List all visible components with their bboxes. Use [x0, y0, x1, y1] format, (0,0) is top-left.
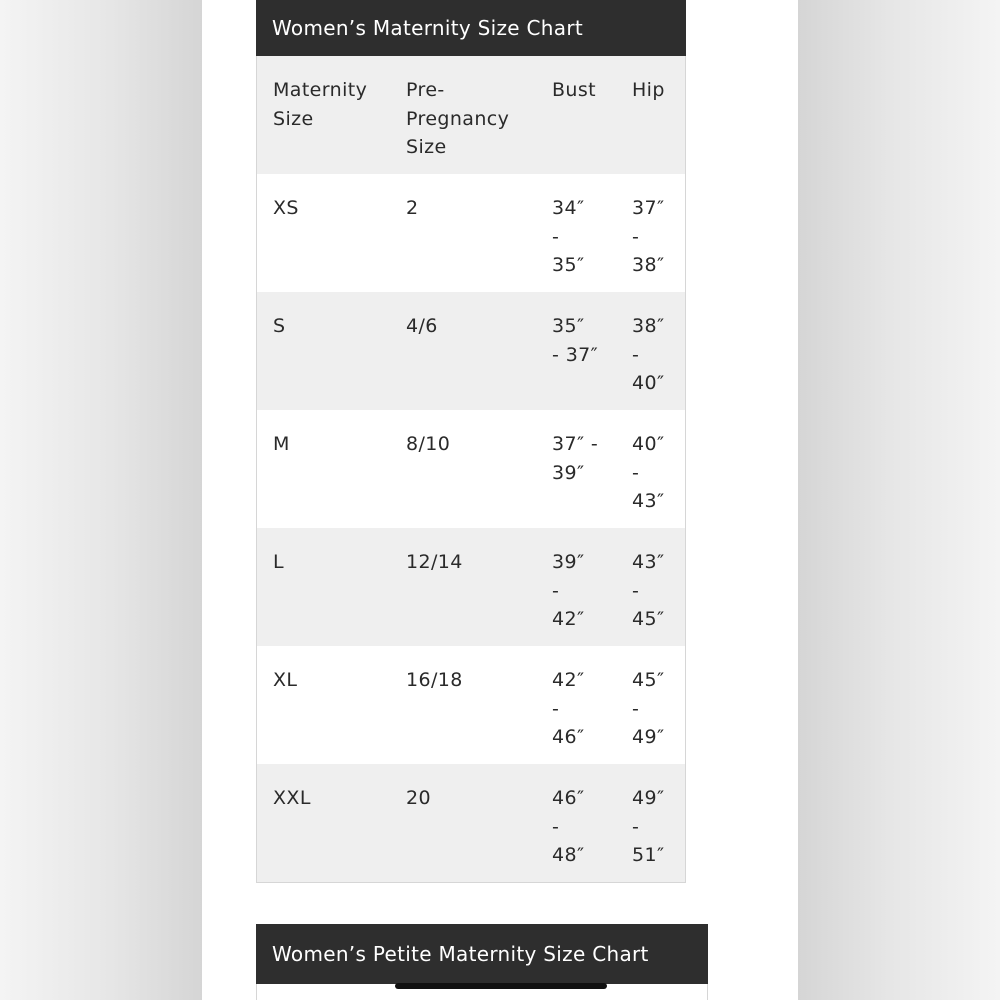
cell-pre-pregnancy-size: 2: [406, 197, 419, 219]
cell-bust: 42″ - 46″: [552, 669, 585, 748]
maternity-size-table: [256, 0, 686, 883]
cell-maternity-size: S: [273, 315, 286, 337]
cell-maternity-size: XL: [273, 669, 298, 691]
table-row: [257, 410, 685, 528]
cell-bust: 46″ - 48″: [552, 787, 585, 866]
cell-maternity-size: XS: [273, 197, 299, 219]
cell-pre-pregnancy-size: 16/18: [406, 669, 463, 691]
cell-hip: 43″ - 45″: [632, 551, 665, 630]
cell-bust: 37″ - 39″: [552, 433, 599, 484]
cell-hip: 45″ - 49″: [632, 669, 665, 748]
maternity-table-title: Women’s Maternity Size Chart: [256, 0, 686, 56]
cell-hip: 38″ - 40″: [632, 315, 665, 394]
table-row: [257, 174, 685, 292]
table-row: [257, 528, 685, 646]
header-maternity-size: Maternity Size: [273, 79, 368, 130]
petite-table-title: Women’s Petite Maternity Size Chart: [256, 924, 708, 984]
cell-pre-pregnancy-size: 4/6: [406, 315, 438, 337]
header-pre-pregnancy-size: Pre- Pregnancy Size: [406, 79, 510, 158]
cell-maternity-size: L: [273, 551, 284, 573]
background-left: [0, 0, 202, 1000]
header-bust: Bust: [552, 79, 597, 101]
cell-bust: 35″ - 37″: [552, 315, 599, 366]
table-row: [257, 764, 685, 882]
cell-bust: 39″ - 42″: [552, 551, 585, 630]
cell-pre-pregnancy-size: 8/10: [406, 433, 451, 455]
cell-hip: 40″ - 43″: [632, 433, 665, 512]
cell-pre-pregnancy-size: 12/14: [406, 551, 463, 573]
table-row: [257, 292, 685, 410]
cell-bust: 34″ - 35″: [552, 197, 585, 276]
cell-maternity-size: XXL: [273, 787, 311, 809]
home-indicator-bar[interactable]: [395, 983, 607, 989]
header-hip: Hip: [632, 79, 665, 101]
cell-hip: 37″ - 38″: [632, 197, 665, 276]
cell-pre-pregnancy-size: 20: [406, 787, 431, 809]
table-row: [257, 646, 685, 764]
background-right: [798, 0, 1000, 1000]
table-header-row: [257, 56, 685, 174]
cell-maternity-size: M: [273, 433, 290, 455]
cell-hip: 49″ - 51″: [632, 787, 665, 866]
